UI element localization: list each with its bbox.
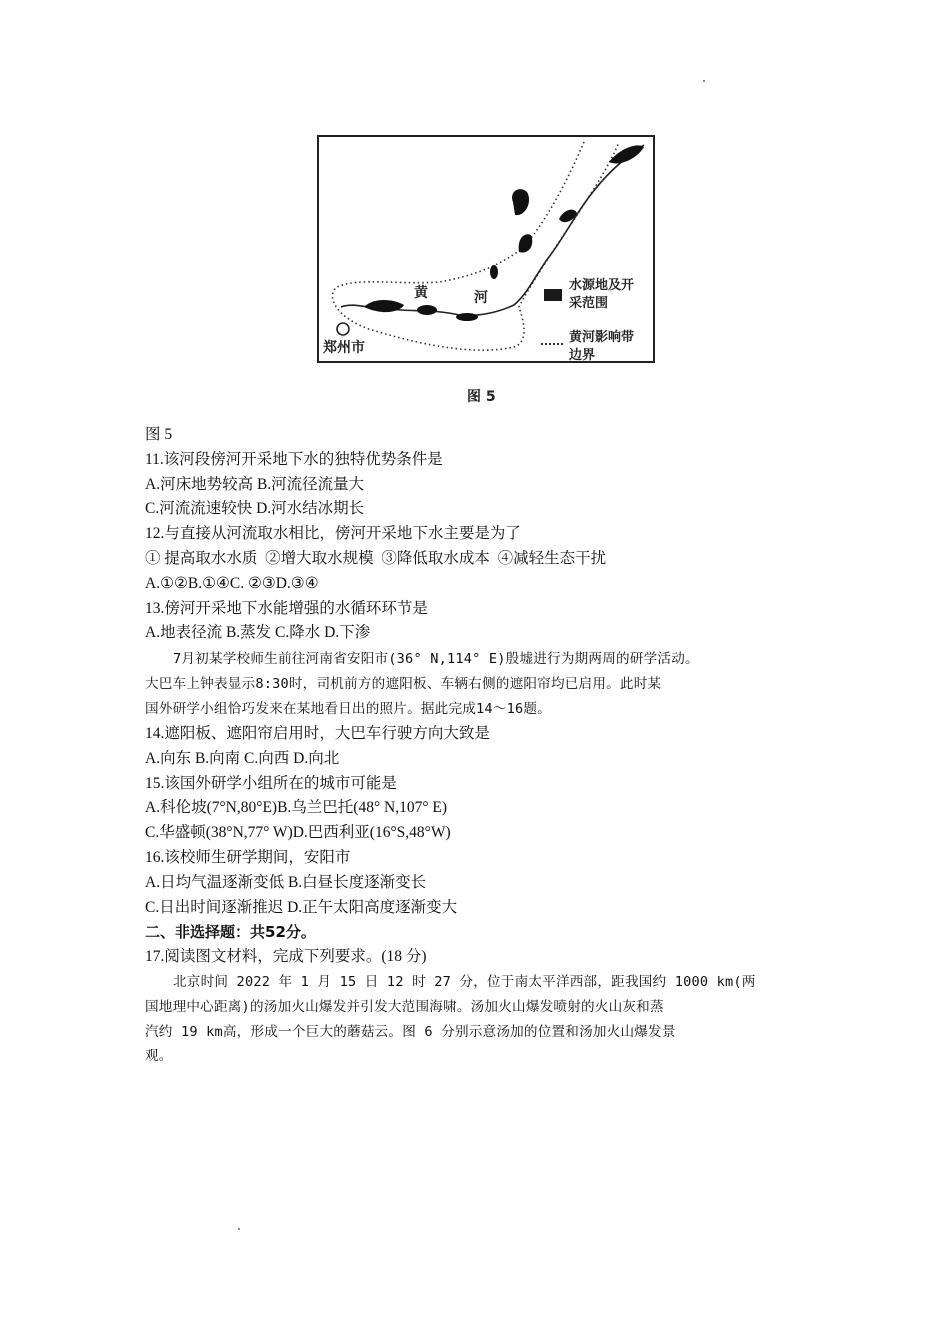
legend-boundary-label: 黄河影响带边界 [569,330,635,363]
figure-caption: 图 5 [467,389,496,405]
q11-options-cd: C.河流流速较快 D.河水结冰期长 [145,500,365,518]
source-area-7 [559,210,577,222]
scan-speck [238,1228,240,1230]
q17-stem: 17.阅读图文材料，完成下列要求。(18 分) [145,948,427,966]
figure-ref-line: 图 5 [145,426,173,443]
zhengzhou-label: 郑州市 [323,340,365,356]
q15-stem: 15.该国外研学小组所在的城市可能是 [145,774,397,792]
passage-anyang [145,647,815,721]
source-area-5 [519,234,533,252]
passage2-line: 汽约 19 km高，形成一个巨大的蘑菇云。图 6 分别示意汤加的位置和汤加火山爆发景 [145,1023,676,1040]
source-area-8 [609,145,644,163]
scan-speck [703,80,705,82]
q14-options: A.向东 B.向南 C.向西 D.向北 [145,749,340,767]
q16-stem: 16.该校师生研学期间，安阳市 [145,848,351,866]
source-area-4 [490,265,498,279]
q12-options: A.①②B.①④C. ②③D.③④ [145,574,319,592]
q12-statements: ① 提高取水水质 ②增大取水规模 ③降低取水成本 ④减轻生态干扰 [145,549,607,567]
passage2-line: 国地理中心距离)的汤加火山爆发并引发大范围海啸。汤加火山爆发喷射的火山灰和蒸 [145,998,664,1015]
passage-tonga [145,970,815,1069]
passage1-line: 国外研学小组恰巧发来在某地看日出的照片。据此完成14～16题。 [145,700,551,717]
passage2-line: 北京时间 2022 年 1 月 15 日 12 时 27 分，位于南太平洋西部，距我国约 1000 km(两 [173,974,756,990]
figure-5 [282,120,662,410]
q11-options-ab: A.河床地势较高 B.河流径流量大 [145,475,365,493]
source-area-6 [512,189,529,215]
q13-stem: 13.傍河开采地下水能增强的水循环环节是 [145,599,428,617]
legend-swatch-boundary [541,343,563,345]
section-heading: 二、非选择题：共52分。 [145,923,316,942]
passage2-line: 观。 [145,1048,173,1065]
q15-options-ab: A.科伦坡(7°N,80°E)B.乌兰巴托(48° N,107° E) [145,799,448,817]
q14-stem: 14.遮阳板、遮阳帘启用时，大巴车行驶方向大致是 [145,725,490,742]
q12-stem: 12.与直接从河流取水相比，傍河开采地下水主要是为了 [145,525,521,543]
q16-options-ab: A.日均气温逐渐变低 B.白昼长度逐渐变长 [145,873,427,891]
passage1-line: 大巴车上钟表显示8:30时，司机前方的遮阳板、车辆右侧的遮阳帘均已启用。此时某 [145,675,662,692]
q15-options-cd: C.华盛顿(38°N,77° W)D.巴西利亚(16°S,48°W) [145,824,451,842]
river-label-huang: 黄 [414,285,428,301]
river-map-drawing [319,137,653,361]
q16-options-cd: C.日出时间逐渐推迟 D.正午太阳高度逐渐变大 [145,898,458,916]
questions-14-16 [145,722,815,970]
questions-11-13 [145,423,815,646]
passage1-line: 7月初某学校师生前往河南省安阳市(36° N,114° E)殷墟进行为期两周的研学活动。 [173,651,699,667]
q13-options: A.地表径流 B.蒸发 C.降水 D.下渗 [145,624,371,642]
zhengzhou-marker [337,323,349,335]
q11-stem: 11.该河段傍河开采地下水的独特优势条件是 [145,450,443,468]
legend-source-label: 水源地及开采范围 [569,278,635,311]
river-map [317,135,655,363]
source-area-2 [417,305,437,315]
river-label-he: 河 [474,290,488,306]
legend-swatch-source [544,289,562,301]
source-area-3 [456,313,478,321]
